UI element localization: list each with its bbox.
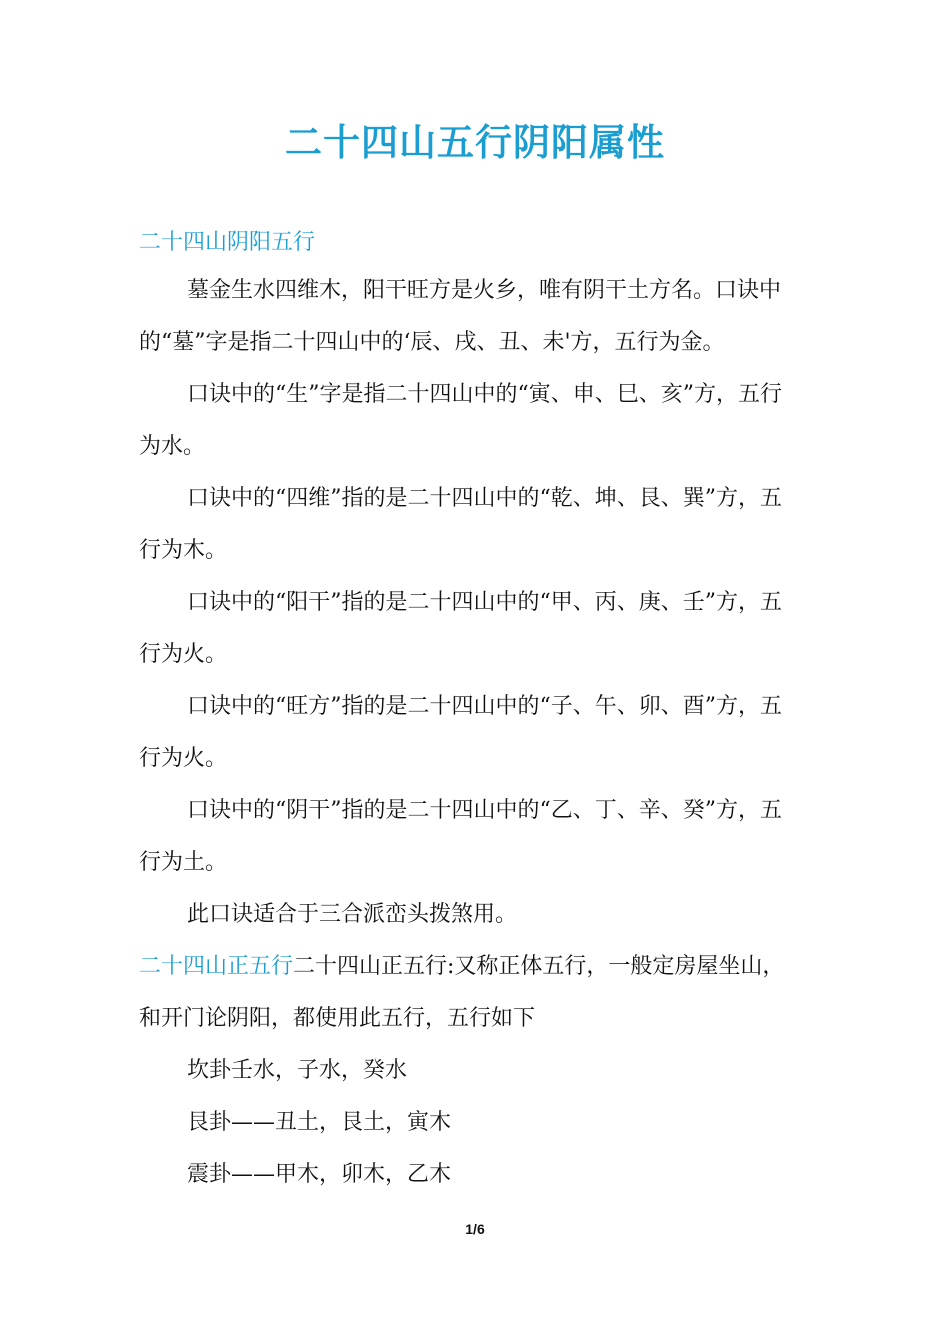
paragraph-line: 的“墓”字是指二十四山中的‘辰、戌、丑、未'方，五行为金。 bbox=[139, 330, 725, 355]
paragraph-3 bbox=[139, 473, 829, 577]
section-heading-zheng-wuxing: 二十四山正五行 bbox=[139, 954, 294, 979]
paragraph-line: 行为火。 bbox=[139, 642, 228, 667]
paragraph-7 bbox=[139, 889, 829, 941]
paragraph-1 bbox=[139, 265, 829, 369]
paragraph-zheng-wuxing bbox=[139, 941, 829, 1045]
page-title: 二十四山五行阴阳属性 bbox=[285, 121, 665, 164]
paragraph-line: 行为木。 bbox=[139, 538, 228, 563]
paragraph-line: 口诀中的“阳干”指的是二十四山中的“甲、丙、庚、壬”方，五 bbox=[187, 590, 782, 615]
paragraph-line: 此口诀适合于三合派峦头拨煞用。 bbox=[187, 902, 518, 927]
paragraph-line: 和开门论阴阳，都使用此五行，五行如下 bbox=[139, 1006, 536, 1031]
list-item: 震卦——甲木，卯木，乙木 bbox=[187, 1162, 452, 1187]
list-item: 艮卦——丑土，艮土，寅木 bbox=[187, 1110, 452, 1135]
paragraph-6 bbox=[139, 785, 829, 889]
paragraph-line: 为水。 bbox=[139, 434, 206, 459]
paragraph-line: 口诀中的“阴干”指的是二十四山中的“乙、丁、辛、癸”方，五 bbox=[187, 798, 782, 823]
paragraph-line: 行为火。 bbox=[139, 746, 228, 771]
paragraph-line: 口诀中的“四维”指的是二十四山中的“乾、坤、艮、巽”方，五 bbox=[187, 486, 782, 511]
page-number: 1/6 bbox=[465, 1221, 485, 1237]
list-item: 坎卦壬水，子水，癸水 bbox=[187, 1058, 408, 1083]
paragraph-line: 墓金生水四维木，阳干旺方是火乡，唯有阴干土方名。口诀中 bbox=[187, 278, 782, 303]
paragraph-5 bbox=[139, 681, 829, 785]
paragraph-line: 口诀中的“旺方”指的是二十四山中的“子、午、卯、酉”方，五 bbox=[187, 694, 782, 719]
paragraph-4 bbox=[139, 577, 829, 681]
paragraph-line: 口诀中的“生”字是指二十四山中的“寅、申、巳、亥”方，五行 bbox=[187, 382, 782, 407]
intro-text: 二十四山正五行:又称正体五行，一般定房屋坐山， bbox=[293, 954, 785, 979]
paragraph-line: 行为土。 bbox=[139, 850, 228, 875]
paragraph-line bbox=[139, 941, 829, 993]
paragraph-2 bbox=[139, 369, 829, 473]
trigram-list bbox=[139, 1045, 829, 1201]
section-heading-yinyang: 二十四山阴阳五行 bbox=[139, 230, 316, 255]
